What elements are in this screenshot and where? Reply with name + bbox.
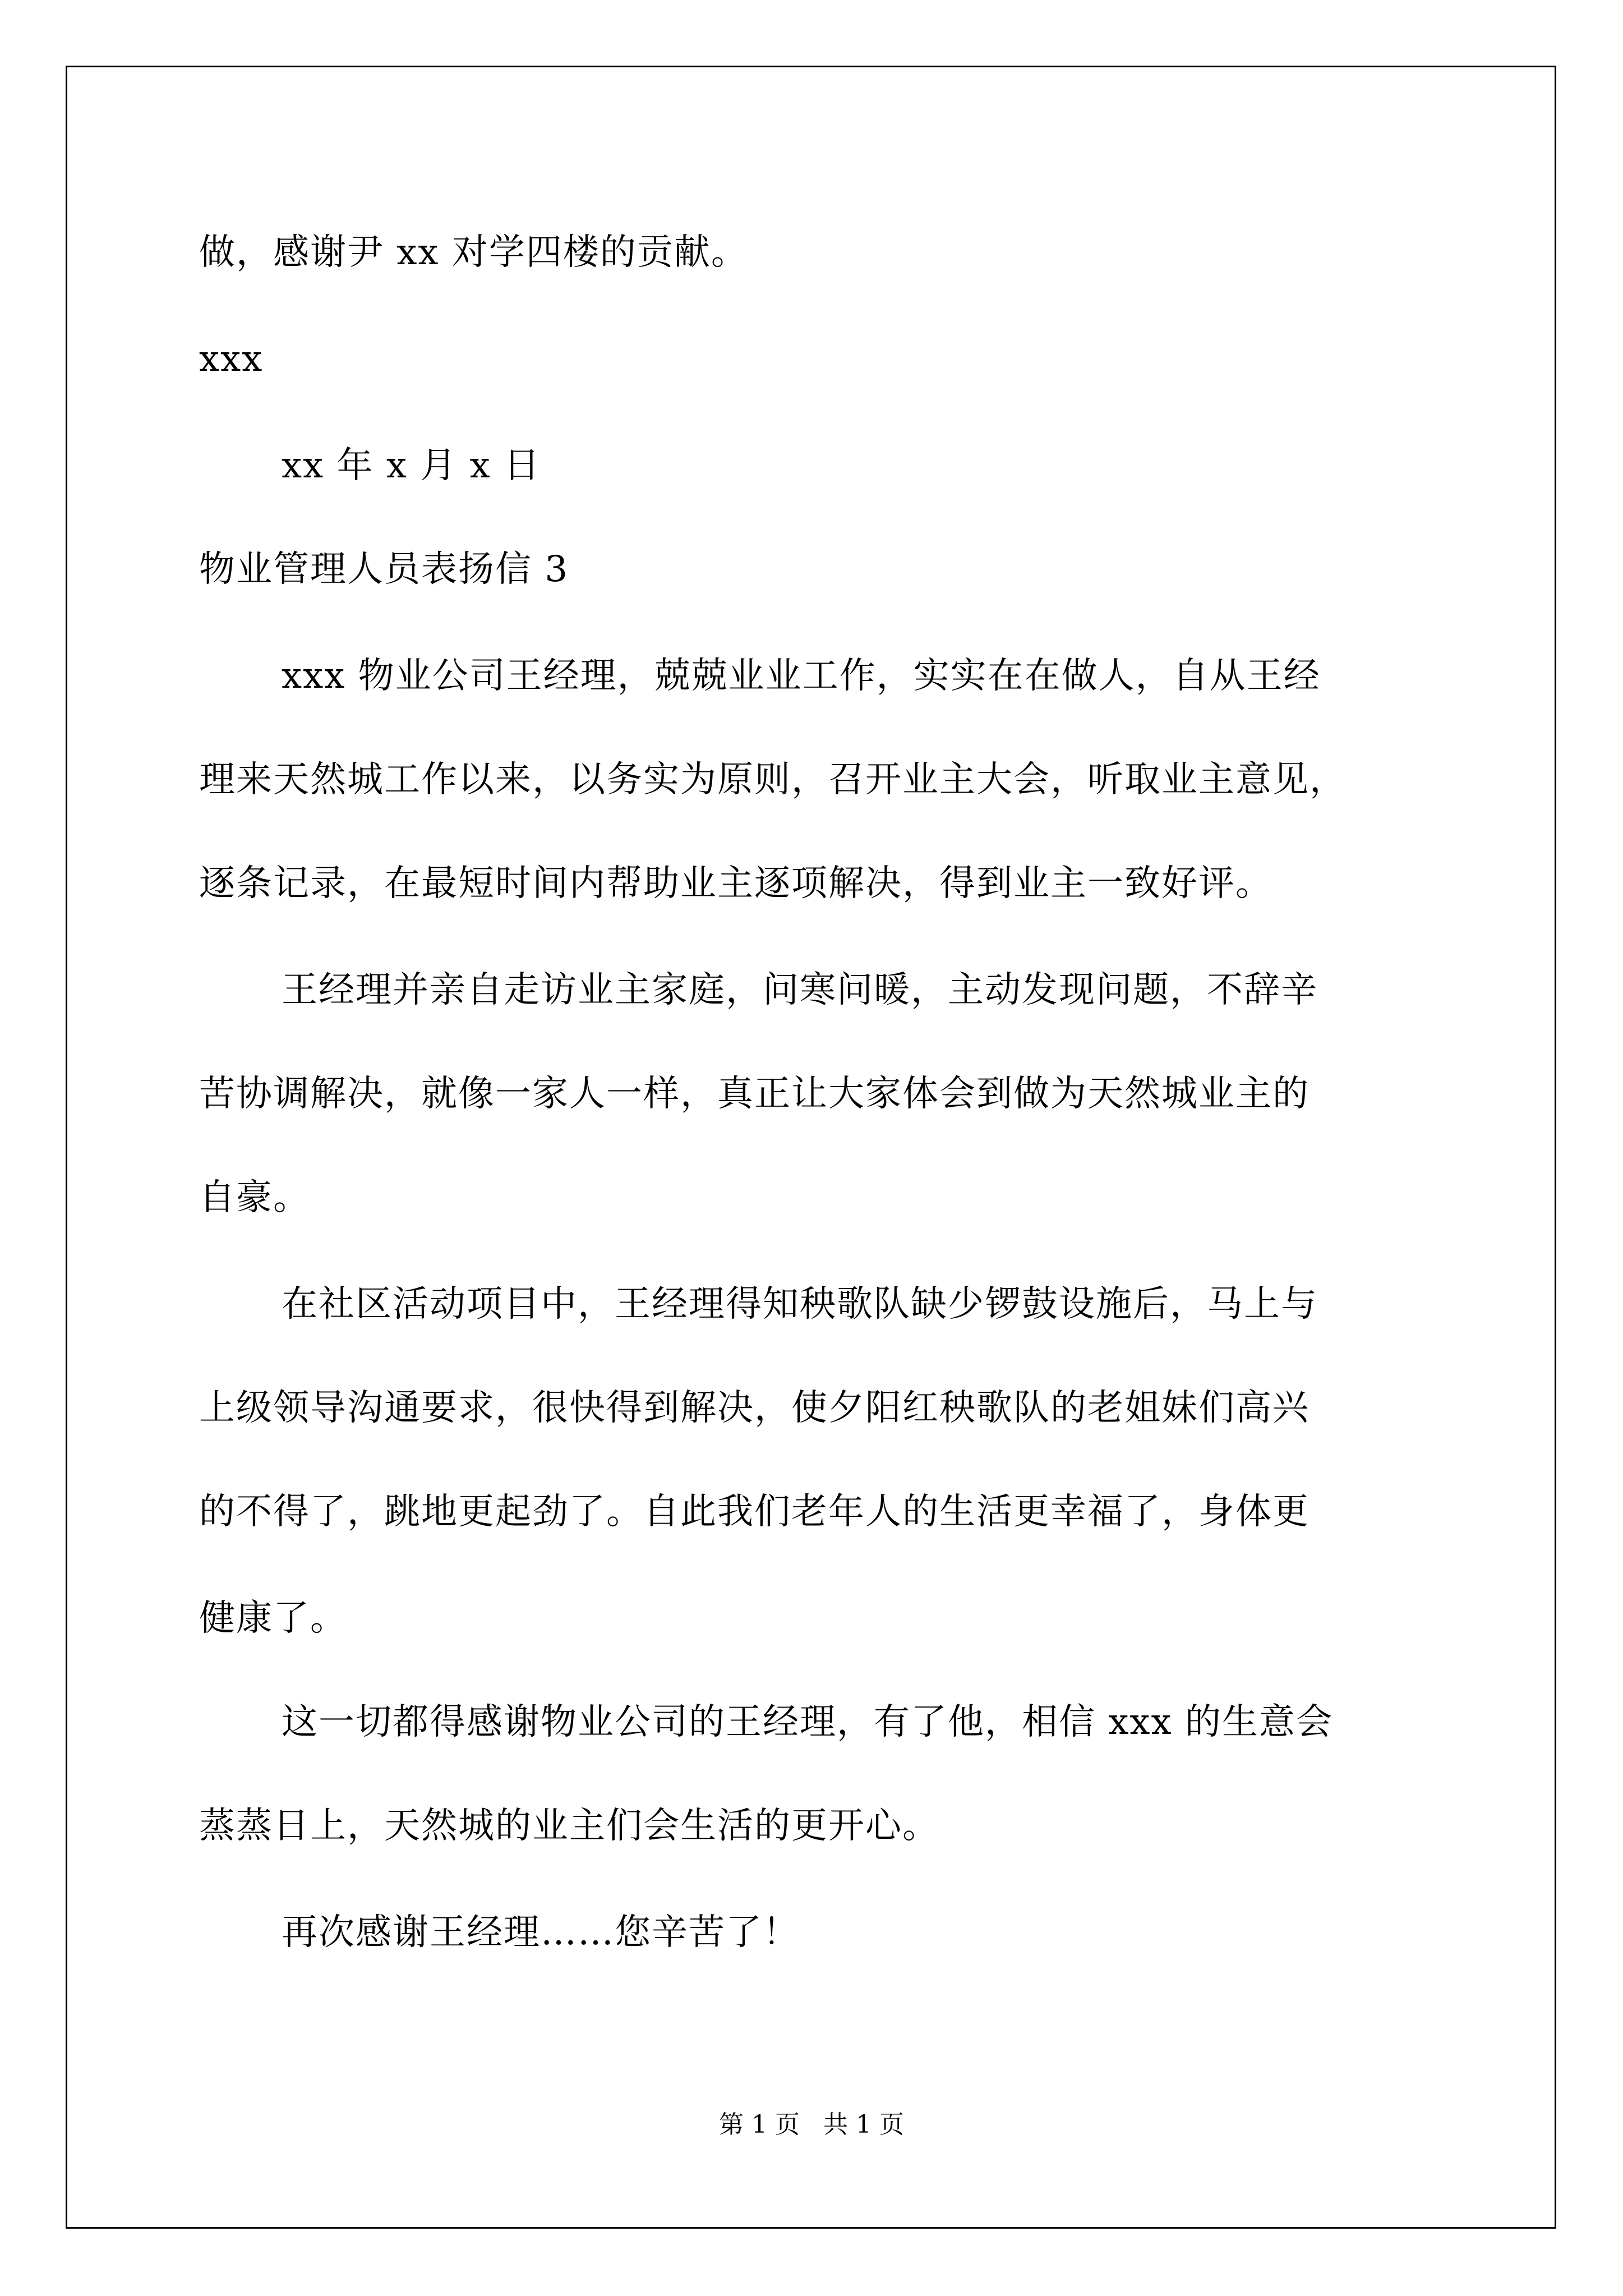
letter-title: 物业管理人员表扬信 3 <box>199 549 569 590</box>
signature-date: xx 年 x 月 x 日 <box>282 445 541 486</box>
paragraph-1-line-1: xxx 物业公司王经理，兢兢业业工作，实实在在做人，自从王经 <box>282 655 1321 697</box>
page-footer: 第 1 页 共 1 页 <box>719 2110 904 2139</box>
paragraph-1-line-3: 逐条记录，在最短时间内帮助业主逐项解决，得到业主一致好评。 <box>199 863 1272 904</box>
paragraph-3-line-2: 上级领导沟通要求，很快得到解决，使夕阳红秧歌队的老姐妹们高兴 <box>199 1387 1310 1429</box>
page-border <box>66 66 1556 2229</box>
paragraph-2-line-3: 自豪。 <box>199 1177 310 1218</box>
paragraph-3-line-4: 健康了。 <box>199 1598 347 1639</box>
paragraph-3-line-1: 在社区活动项目中，王经理得知秧歌队缺少锣鼓设施后，马上与 <box>282 1283 1318 1325</box>
closing-line: 再次感谢王经理……您辛苦了！ <box>282 1912 800 1953</box>
text-line-1: 做，感谢尹 xx 对学四楼的贡献。 <box>199 232 748 273</box>
paragraph-3-line-3: 的不得了，跳地更起劲了。自此我们老年人的生活更幸福了，身体更 <box>199 1491 1310 1533</box>
paragraph-4-line-1: 这一切都得感谢物业公司的王经理，有了他，相信 xxx 的生意会 <box>282 1701 1333 1743</box>
signature-name: xxx <box>199 338 264 380</box>
paragraph-1-line-2: 理来天然城工作以来，以务实为原则，召开业主大会，听取业主意见， <box>199 759 1347 800</box>
paragraph-2-line-2: 苦协调解决，就像一家人一样，真正让大家体会到做为天然城业主的 <box>199 1073 1310 1115</box>
paragraph-4-line-2: 蒸蒸日上，天然城的业主们会生活的更开心。 <box>199 1805 939 1847</box>
paragraph-2-line-1: 王经理并亲自走访业主家庭，问寒问暖，主动发现问题，不辞辛 <box>282 969 1318 1011</box>
